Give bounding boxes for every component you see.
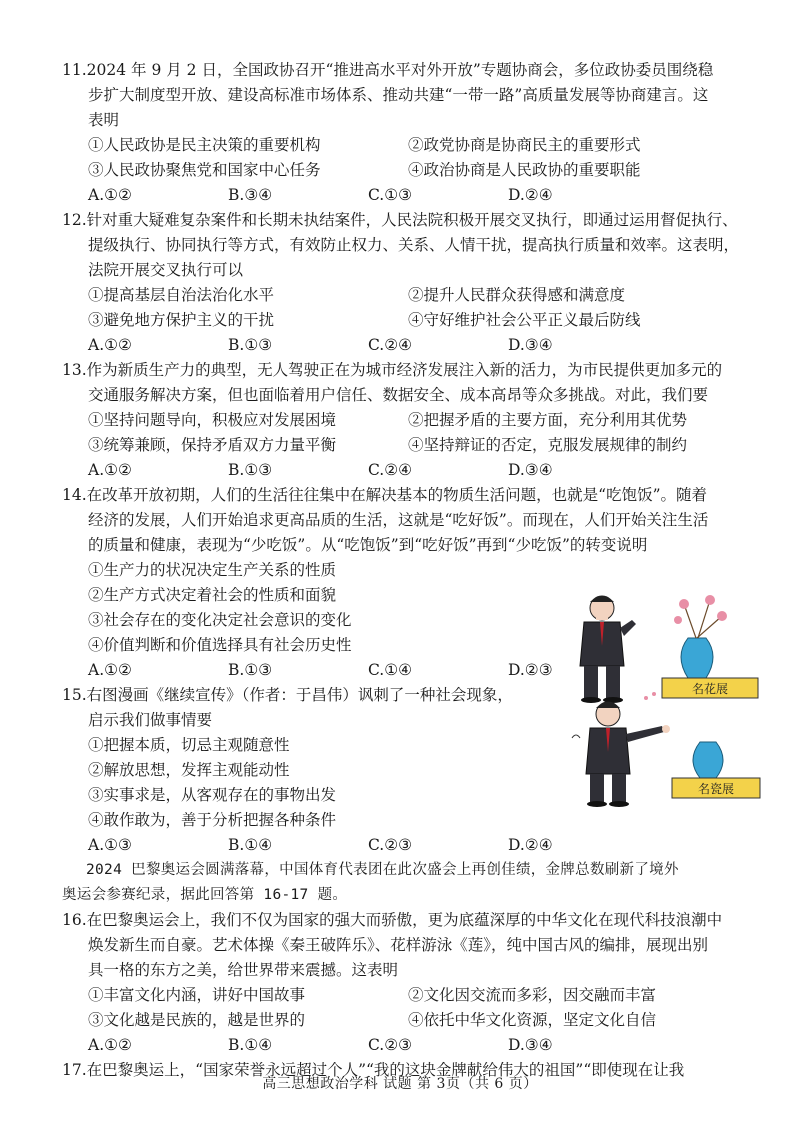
choice-c: C.②④ [368,336,413,354]
question-stem: 15.右图漫画《继续宣传》（作者：于昌伟）讽刺了一种社会现象， [62,686,513,704]
choice-d: D.③④ [508,461,553,479]
question-stem: 12.针对重大疑难复杂案件和长期未执结案件，人民法院积极开展交叉执行，即通过运用督促执行、 [62,211,738,229]
question-13 [62,358,762,483]
page-footer: 高三思想政治学科 试题 第 3页（共 6 页） [262,1076,538,1092]
choice-a: A.①② [88,336,132,354]
statement-2: ②解放思想，发挥主观能动性 [88,761,290,779]
exam-page [62,58,762,1083]
question-16 [62,908,762,1058]
question-stem: 提级执行、协同执行等方式，有效防止权力、关系、人情干扰，提高执行质量和效率。这表明， [88,236,740,254]
question-stem: 16.在巴黎奥运会上，我们不仅为国家的强大而骄傲，更为底蕴深厚的中华文化在现代科技浪潮中 [62,911,723,929]
statement-3: ③实事求是，从客观存在的事物出发 [88,786,337,804]
statement-3: ③人民政协聚焦党和国家中心任务 [88,161,321,179]
question-stem: 启示我们做事情要 [88,711,213,729]
statement-1: ①提高基层自治法治化水平 [88,286,275,304]
choice-c: C.①③ [368,186,413,204]
choice-d: D.③④ [508,336,553,354]
material-intro [62,858,762,908]
choice-a: A.①③ [88,836,132,854]
statement-4: ④坚持辩证的否定，克服发展规律的制约 [408,436,688,454]
statement-4: ④依托中华文化资源，坚定文化自信 [408,1011,657,1029]
question-stem: 11.2024 年 9 月 2 日，全国政协召开“推进高水平对外开放”专题协商会，多位政协委员围绕稳 [62,61,714,79]
statement-1: ①生产力的状况决定生产关系的性质 [88,561,337,579]
choice-b: B.①③ [228,461,273,479]
question-stem: 具一格的东方之美，给世界带来震撼。这表明 [88,961,399,979]
cartoon-panel-bottom [572,702,760,807]
choice-d: D.②④ [508,836,553,854]
statement-1: ①丰富文化内涵，讲好中国故事 [88,986,306,1004]
question-stem: 步扩大制度型开放、建设高标准市场体系、推动共建“一带一路”高质量发展等协商建言。这 [88,86,709,104]
choice-a: A.①② [88,661,132,679]
choice-b: B.①④ [228,836,273,854]
statement-2: ②提升人民群众获得感和满意度 [408,286,626,304]
choice-b: B.①④ [228,1036,273,1054]
choice-b: B.①③ [228,661,273,679]
choice-a: A.①② [88,1036,132,1054]
statement-4: ④敢作敢为，善于分析把握各种条件 [88,811,337,829]
question-stem: 14.在改革开放初期，人们的生活往往集中在解决基本的物质生活问题，也就是“吃饱饭”。随着 [62,486,708,504]
sign-top-label: 名花展 [691,682,729,696]
statement-4: ④守好维护社会公平正义最后防线 [408,311,641,329]
sign-bottom-label: 名瓷展 [697,782,735,796]
question-stem: 13.作为新质生产力的典型，无人驾驶正在为城市经济发展注入新的活力，为市民提供更加多元的 [62,361,723,379]
choice-b: B.③④ [228,186,273,204]
question-stem: 交通服务解决方案，但也面临着用户信任、数据安全、成本高昂等众多挑战。对此，我们要 [88,386,709,404]
choice-a: A.①② [88,461,132,479]
statement-3: ③避免地方保护主义的干扰 [88,311,275,329]
choice-b: B.①③ [228,336,273,354]
intro-line: 2024 巴黎奥运会圆满落幕，中国体育代表团在此次盛会上再创佳绩，金牌总数刷新了境外 [86,862,679,878]
statement-2: ②把握矛盾的主要方面，充分利用其优势 [408,411,688,429]
choice-d: D.②④ [508,186,553,204]
statement-4: ④价值判断和价值选择具有社会历史性 [88,636,352,654]
statement-3: ③文化越是民族的，越是世界的 [88,1011,306,1029]
statement-2: ②文化因交流而多彩，因交融而丰富 [408,986,657,1004]
question-stem: 的质量和健康，表现为“少吃饭”。从“吃饱饭”到“吃好饭”再到“少吃饭”的转变说明 [88,536,648,554]
statement-1: ①坚持问题导向，积极应对发展困境 [88,411,337,429]
question-stem: 表明 [88,111,120,129]
intro-line: 奥运会参赛纪录，据此回答第 16-17 题。 [62,887,348,903]
choice-c: C.②③ [368,836,413,854]
choice-c: C.②③ [368,1036,413,1054]
choice-d: D.②③ [508,661,553,679]
statement-4: ④政治协商是人民政协的重要职能 [408,161,641,179]
question-11 [62,58,762,208]
question-stem: 经济的发展，人们开始追求更高品质的生活，这就是“吃好饭”。而现在，人们开始关注生活 [88,511,709,529]
choice-c: C.②④ [368,461,413,479]
question-stem: 焕发新生而自豪。艺术体操《秦王破阵乐》、花样游泳《莲》，纯中国古风的编排，展现出别 [88,936,709,954]
statement-1: ①人民政协是民主决策的重要机构 [88,136,321,154]
question-stem: 法院开展交叉执行可以 [88,261,244,279]
statement-3: ③统筹兼顾，保持矛盾双方力量平衡 [88,436,337,454]
statement-2: ②生产方式决定着社会的性质和面貌 [88,586,337,604]
question-12 [62,208,762,358]
choice-c: C.①④ [368,661,413,679]
statement-3: ③社会存在的变化决定社会意识的变化 [88,611,352,629]
question-stem: 17.在巴黎奥运上，“国家荣誉永远超过个人”“我的这块金牌献给伟大的祖国”“即使现在让我 [62,1061,685,1079]
statement-1: ①把握本质，切忌主观随意性 [88,736,290,754]
choice-a: A.①② [88,186,132,204]
cartoon-panel-top [580,595,758,703]
choice-d: D.③④ [508,1036,553,1054]
statement-2: ②政党协商是协商民主的重要形式 [408,136,641,154]
cartoon-figure [550,586,764,808]
